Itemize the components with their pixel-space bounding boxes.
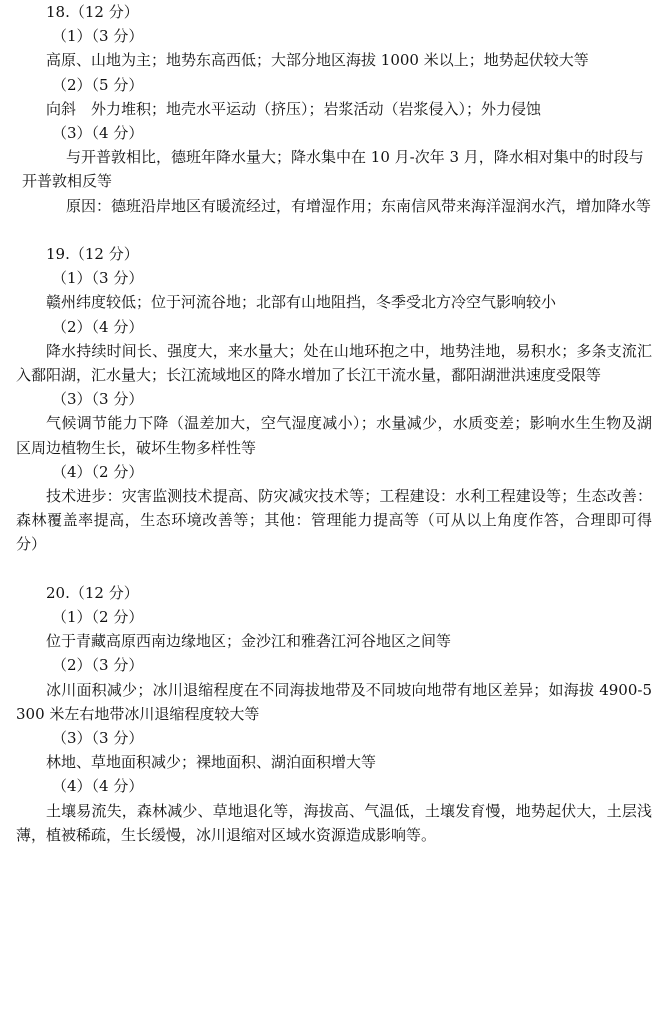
part-label: （2）（5 分） bbox=[52, 75, 144, 94]
question-18 bbox=[0, 0, 662, 218]
part-answer: 与开普敦相比，德班年降水量大；降水集中在 10 月-次年 3 月，降水相对集中的时段与开普敦相反等 bbox=[22, 148, 644, 191]
part-answer: 冰川面积减少；冰川退缩程度在不同海拔地带及不同坡向地带有地区差异；如海拔 4900-5300 米左右地带冰川退缩程度较大等 bbox=[16, 680, 652, 723]
question-19 bbox=[0, 242, 662, 557]
part-answer: 降水持续时间长、强度大，来水量大；处在山地环抱之中，地势洼地，易积水；多条支流汇入鄱阳湖，汇水量大；长江流域地区的降水增加了长江干流水量，鄱阳湖泄洪速度受限等 bbox=[16, 341, 652, 385]
question-title: 18.（12 分） bbox=[46, 3, 139, 21]
part-label: （3）（3 分） bbox=[52, 390, 144, 409]
part-answer: 原因：德班沿岸地区有暖流经过，有增湿作用；东南信风带来海洋湿润水汽，增加降水等 bbox=[66, 196, 652, 215]
part-label: （4）（2 分） bbox=[52, 462, 144, 481]
spacer bbox=[0, 218, 662, 242]
part-answer: 气候调节能力下降（温差加大，空气湿度减小）；水量减少，水质变差；影响水生生物及湖区周边植物生长，破坏生物多样性等 bbox=[16, 414, 652, 457]
part-answer: 向斜 外力堆积；地壳水平运动（挤压）；岩浆活动（岩浆侵入）；外力侵蚀 bbox=[46, 99, 542, 118]
part-answer: 技术进步：灾害监测技术提高、防灾减灾技术等；工程建设：水利工程建设等；生态改善：森林覆盖率提高，生态环境改善等；其他：管理能力提高等（可从以上角度作答，合理即可得分） bbox=[16, 487, 652, 554]
part-answer: 赣州纬度较低；位于河流谷地；北部有山地阻挡，冬季受北方冷空气影响较小 bbox=[46, 293, 557, 312]
part-label: （2）（3 分） bbox=[52, 656, 144, 675]
part-label: （1）（3 分） bbox=[52, 27, 144, 46]
part-label: （2）（4 分） bbox=[52, 317, 144, 336]
part-label: （3）（4 分） bbox=[52, 124, 144, 143]
spacer bbox=[0, 557, 662, 581]
question-title: 20.（12 分） bbox=[46, 583, 139, 602]
part-label: （1）（2 分） bbox=[52, 608, 144, 627]
part-label: （4）（4 分） bbox=[52, 777, 144, 796]
part-label: （1）（3 分） bbox=[52, 269, 144, 288]
part-answer: 林地、草地面积减少；裸地面积、湖泊面积增大等 bbox=[46, 753, 377, 772]
question-title: 19.（12 分） bbox=[46, 245, 139, 264]
part-answer: 土壤易流失，森林减少、草地退化等，海拔高、气温低，土壤发育慢，地势起伏大，土层浅薄，植被稀疏，生长缓慢，冰川退缩对区域水资源造成影响等。 bbox=[16, 801, 652, 844]
part-answer: 高原、山地为主；地势东高西低；大部分地区海拔 1000 米以上；地势起伏较大等 bbox=[46, 51, 589, 70]
part-answer: 位于青藏高原西南边缘地区；金沙江和雅砻江河谷地区之间等 bbox=[46, 632, 452, 651]
question-20 bbox=[0, 581, 662, 847]
part-label: （3）（3 分） bbox=[52, 729, 144, 748]
